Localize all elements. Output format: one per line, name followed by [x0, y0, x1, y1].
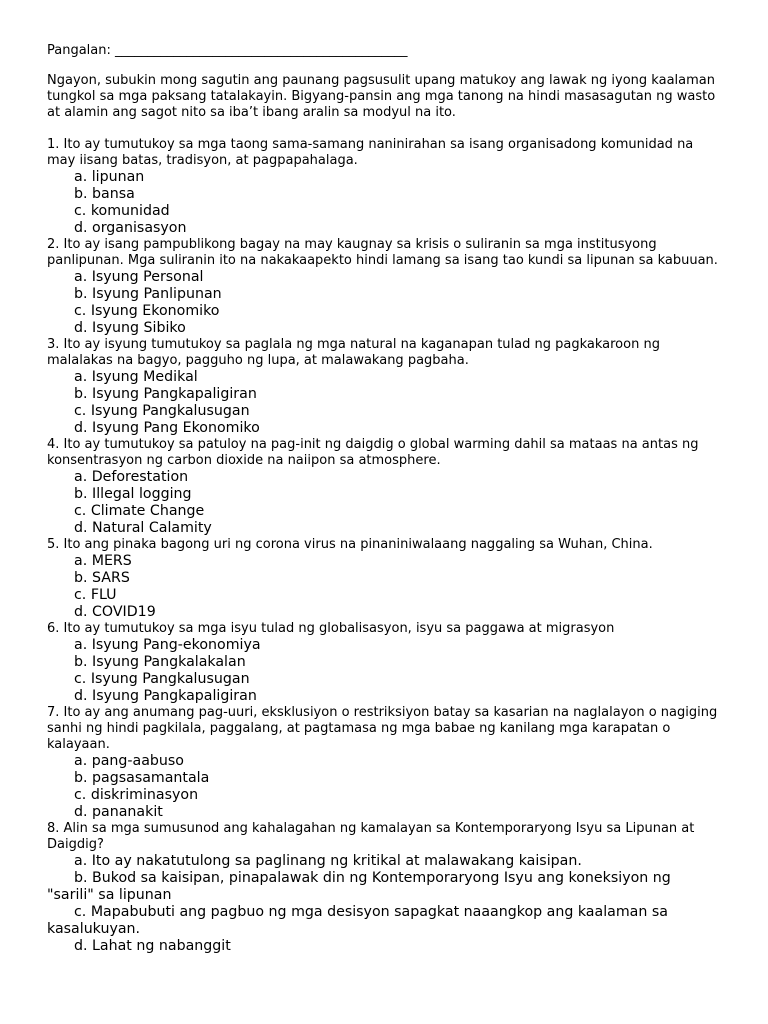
question-3	[47, 337, 718, 437]
question-2	[47, 237, 718, 337]
answer-option: d. Isyung Sibiko	[74, 320, 186, 336]
answer-options	[47, 637, 718, 705]
answer-option: b. Bukod sa kaisipan, pinapalawak din ng Kontemporaryong Isyu ang koneksiyon ng "sarili" sa lipunan	[47, 870, 671, 903]
question-1	[47, 137, 718, 237]
answer-option: a. Deforestation	[74, 469, 189, 485]
answer-option: c. FLU	[74, 587, 117, 603]
answer-option: a. Ito ay nakatutulong sa paglinang ng kritikal at malawakang kaisipan.	[74, 853, 582, 869]
answer-option: c. Isyung Pangkalusugan	[74, 671, 250, 687]
answer-option: d. Isyung Pang Ekonomiko	[74, 420, 260, 436]
question-text: 2. Ito ay isang pampublikong bagay na may kaugnay sa krisis o suliranin sa mga institusyong panlipunan. Mga suliranin ito na nakakaapekto hindi lamang sa isang tao kundi sa lipunan sa kabuuan.	[47, 237, 718, 268]
question-text: 8. Alin sa mga sumusunod ang kahalagahan ng kamalayan sa Kontemporaryong Isyu sa Lipunan at Daigdig?	[47, 821, 695, 852]
answer-option: c. Isyung Pangkalusugan	[74, 403, 250, 419]
answer-options	[47, 269, 718, 337]
question-6	[47, 621, 718, 705]
question-7	[47, 705, 718, 821]
question-text: 4. Ito ay tumutukoy sa patuloy na pag-init ng daigdig o global warming dahil sa mataas na antas ng konsentrasyon ng carbon dioxide na naiipon sa atmosphere.	[47, 437, 699, 468]
answer-option: d. COVID19	[74, 604, 156, 620]
answer-option: c. Climate Change	[74, 503, 205, 519]
answer-option: b. pagsasamantala	[74, 770, 210, 786]
answer-option: c. diskriminasyon	[74, 787, 199, 803]
answer-options	[47, 469, 718, 537]
question-text: 7. Ito ay ang anumang pag-uuri, eksklusiyon o restriksiyon batay sa kasarian na naglalayon o nagiging sanhi ng hindi pagkilala, paggalang, at pagtamasa ng mga babae ng kanilang mga karapatan o kalayaan.	[47, 705, 718, 752]
answer-options	[47, 753, 718, 821]
question-text: 1. Ito ay tumutukoy sa mga taong sama-samang naninirahan sa isang organisadong komunidad na may iisang batas, tradisyon, at pagpapahalaga.	[47, 137, 694, 168]
answer-option: c. komunidad	[74, 203, 170, 219]
answer-options	[47, 853, 718, 955]
answer-options	[47, 553, 718, 621]
name-field-label: Pangalan: _____________________________________________	[47, 43, 408, 58]
answer-option: a. Isyung Pang-ekonomiya	[74, 637, 261, 653]
answer-option: d. Isyung Pangkapaligiran	[74, 688, 257, 704]
answer-option: a. Isyung Personal	[74, 269, 204, 285]
answer-option: a. pang-aabuso	[74, 753, 184, 769]
answer-option: a. lipunan	[74, 169, 145, 185]
answer-option: d. pananakit	[74, 804, 163, 820]
answer-option: a. Isyung Medikal	[74, 369, 198, 385]
question-5	[47, 537, 718, 621]
answer-option: b. Isyung Panlipunan	[74, 286, 222, 302]
answer-option: b. Isyung Pangkapaligiran	[74, 386, 257, 402]
answer-option: c. Isyung Ekonomiko	[74, 303, 220, 319]
question-text: 5. Ito ang pinaka bagong uri ng corona virus na pinaniniwalaang naggaling sa Wuhan, China.	[47, 537, 653, 552]
answer-option: b. Isyung Pangkalakalan	[74, 654, 246, 670]
answer-option: b. Illegal logging	[74, 486, 192, 502]
answer-option: a. MERS	[74, 553, 132, 569]
answer-options	[47, 369, 718, 437]
intro-paragraph: Ngayon, subukin mong sagutin ang paunang pagsusulit upang matukoy ang lawak ng iyong kaalaman tungkol sa mga paksang tatalakayin. Bigyang-pansin ang mga tanong na hindi masasagutan ng wasto at alamin ang sagot nito sa iba’t ibang aralin sa modyul na ito.	[47, 73, 716, 120]
question-text: 3. Ito ay isyung tumutukoy sa paglala ng mga natural na kaganapan tulad ng pagkakaroon ng malalakas na bagyo, pagguho ng lupa, at malawakang pagbaha.	[47, 337, 660, 368]
question-text: 6. Ito ay tumutukoy sa mga isyu tulad ng globalisasyon, isyu sa paggawa at migrasyon	[47, 621, 615, 636]
question-8	[47, 821, 718, 955]
answer-option: d. organisasyon	[74, 220, 187, 236]
answer-option: c. Mapabubuti ang pagbuo ng mga desisyon sapagkat naaangkop ang kaalaman sa kasalukuyan.	[47, 904, 668, 937]
question-4	[47, 437, 718, 537]
answer-option: b. SARS	[74, 570, 130, 586]
answer-option: d. Natural Calamity	[74, 520, 212, 536]
answer-option: b. bansa	[74, 186, 135, 202]
answer-option: d. Lahat ng nabanggit	[74, 938, 231, 954]
answer-options	[47, 169, 718, 237]
question-list	[47, 137, 718, 955]
